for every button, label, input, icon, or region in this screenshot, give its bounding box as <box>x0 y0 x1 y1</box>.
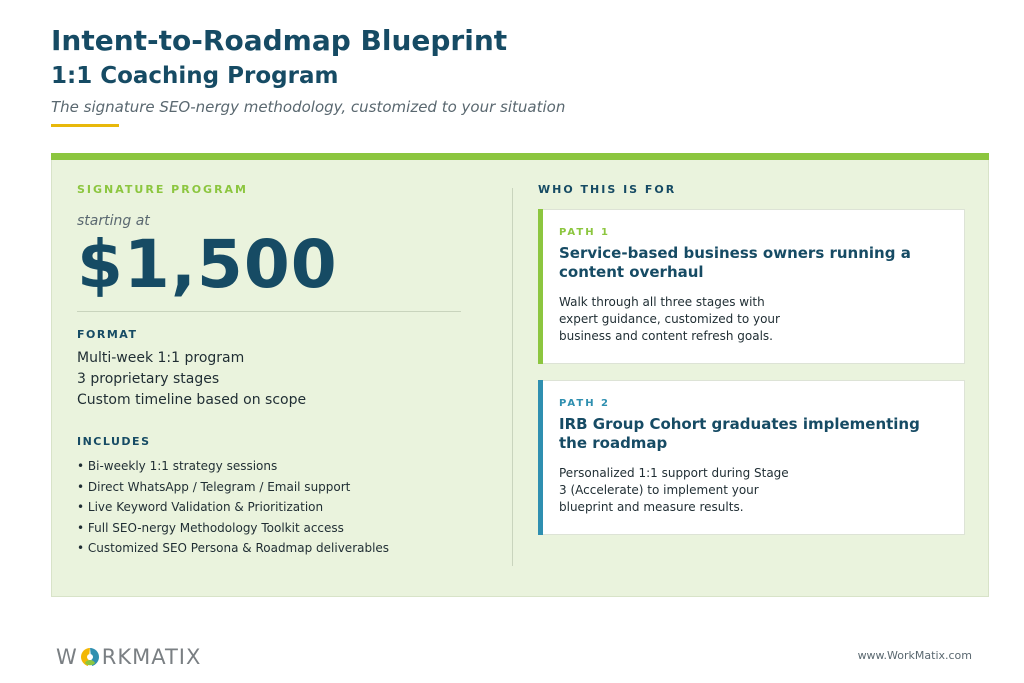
program-price: $1,500 <box>77 226 338 303</box>
signature-program-label: SIGNATURE PROGRAM <box>77 183 249 196</box>
who-this-is-for-heading: WHO THIS IS FOR <box>538 183 677 196</box>
path-description: Walk through all three stages with expert guidance, customized to your business and content refresh goals. <box>559 295 780 343</box>
website-link[interactable]: www.WorkMatix.com <box>857 649 972 662</box>
column-divider <box>512 188 513 566</box>
format-list <box>77 348 306 411</box>
path-label: PATH 2 <box>559 398 611 409</box>
starting-at-label: starting at <box>77 213 150 229</box>
includes-item: • Customized SEO Persona & Roadmap deliverables <box>77 538 389 559</box>
format-item: Custom timeline based on scope <box>77 392 307 408</box>
page-subtitle: 1:1 Coaching Program <box>51 63 339 89</box>
includes-item: • Direct WhatsApp / Telegram / Email support <box>77 477 389 498</box>
includes-list <box>77 456 389 559</box>
workmatix-logo <box>56 645 201 669</box>
program-panel <box>51 153 989 597</box>
path-label: PATH 1 <box>559 227 611 238</box>
panel-top-bar <box>51 153 989 160</box>
path-title: IRB Group Cohort graduates implementing the roadmap <box>559 415 920 452</box>
includes-heading: INCLUDES <box>77 435 151 448</box>
page-tagline: The signature SEO-nergy methodology, customized to your situation <box>51 98 566 116</box>
title-accent-line <box>51 124 119 127</box>
path-title: Service-based business owners running a content overhaul <box>559 244 911 281</box>
page-title: Intent-to-Roadmap Blueprint <box>51 24 508 57</box>
format-heading: FORMAT <box>77 328 138 341</box>
path-description: Personalized 1:1 support during Stage 3 (Accelerate) to implement your blueprint and measure results. <box>559 466 789 514</box>
path-card-2 <box>538 380 965 535</box>
path-card-accent-bar <box>538 380 543 535</box>
format-item: Multi-week 1:1 program <box>77 350 245 366</box>
logo-text-right: RKMATIX <box>101 645 202 669</box>
path-card-1 <box>538 209 965 364</box>
price-divider <box>77 311 461 312</box>
includes-item: • Bi-weekly 1:1 strategy sessions <box>77 456 389 477</box>
logo-text-left: W <box>56 645 78 669</box>
includes-item: • Full SEO-nergy Methodology Toolkit access <box>77 518 389 539</box>
workmatix-logo-icon <box>79 646 101 668</box>
format-item: 3 proprietary stages <box>77 371 220 387</box>
includes-item: • Live Keyword Validation & Prioritization <box>77 497 389 518</box>
path-card-accent-bar <box>538 209 543 364</box>
